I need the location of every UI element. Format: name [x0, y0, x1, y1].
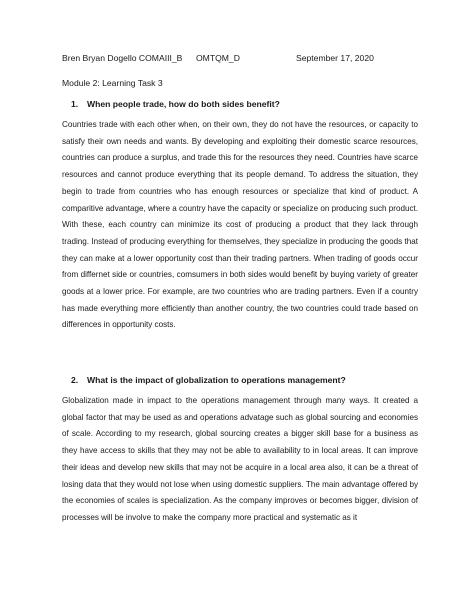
course-code: OMTQM_D — [196, 53, 240, 63]
document-date: September 17, 2020 — [296, 53, 374, 63]
question-number: 1. — [71, 99, 79, 109]
module-title: Module 2: Learning Task 3 — [62, 78, 163, 88]
question-text: When people trade, how do both sides benefit? — [87, 99, 280, 109]
answer-paragraph: Globalization made in impact to the operations management through many ways. It created a global factor that may be used as and operations advatage such as global sourcing and economies of scale. According to my research, global sourcing creates a bigger skill base for a business as they have access to skills that they may not be able to availability to in local areas. It can improve their ideas and develop new skills that may not be acquire in a local area also, it can be a threat of losing data that they would not lose when using domestic suppliers. The main advantage offered by the economies of scales is specialization. As the company improves or becomes bigger, division of processes will be involve to make the company more practical and systematic as it — [62, 396, 418, 522]
answer-paragraph: Countries trade with each other when, on their own, they do not have the resources, or capacity to satisfy their own needs and wants. By developing and exploiting their domestic scarce resources, countries can produce a surplus, and trade this for the resources they need. Countries have scarce resources and cannot produce everything that its people demand. To address the situation, they begin to trade from countries who has enough resources or specialize that kind of product. A comparitive advantage, where a country have the capacity or specialize on producing such product. With these, each country can minimize its cost of producing a product that they lack through trading. Instead of producing everything for themselves, they specialize in producing the goods that they can make at a lower opportunity cost than their trading partners. When trading of goods occur from differnet side or countries, comsumers in both sides would benefit by buying variety of greater goods at a lower price. For example, are two countries who are trading partners. Even if a country has made everything more efficiently than another country, the two countries could trade based on differences in opportunity costs. — [62, 120, 418, 330]
question-text: What is the impact of globalization to operations management? — [87, 375, 346, 385]
question-heading — [71, 99, 280, 109]
author-name: Bren Bryan Dogello COMAIII_B — [62, 53, 183, 63]
question-heading — [71, 375, 346, 385]
question-number: 2. — [71, 375, 79, 385]
